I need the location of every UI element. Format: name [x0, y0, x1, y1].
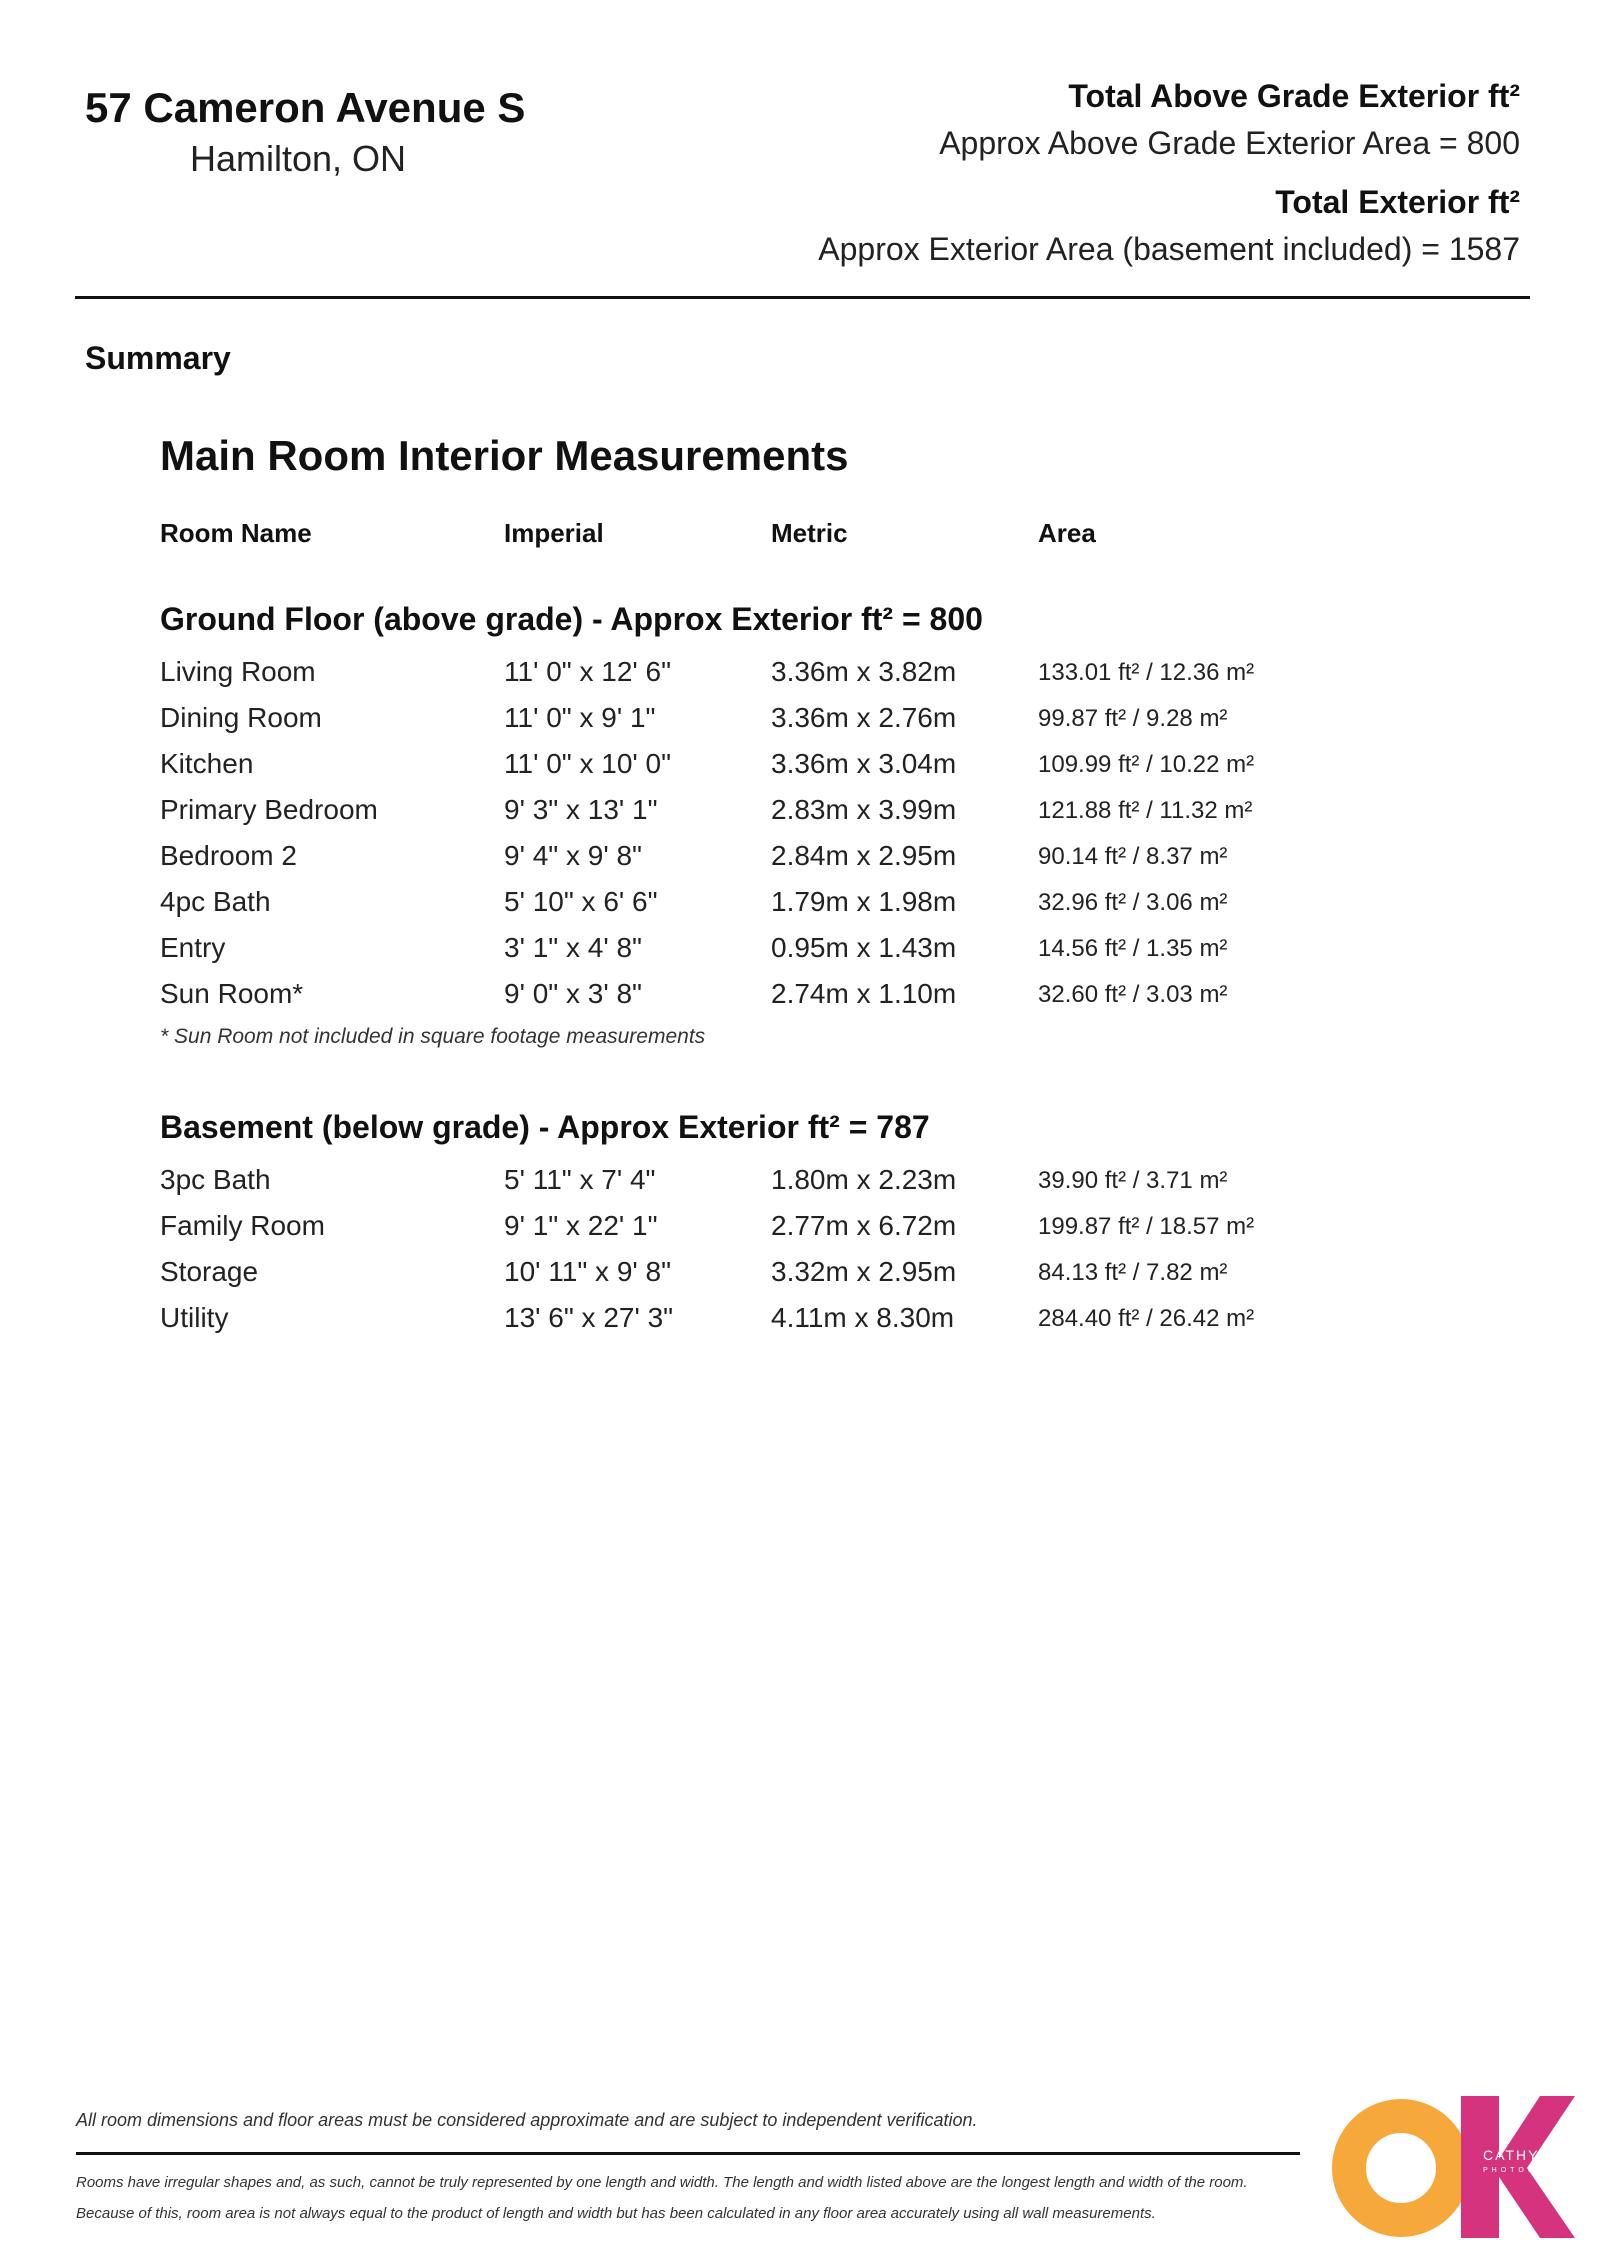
room-name: Storage	[160, 1256, 259, 1287]
table-row	[0, 978, 1600, 1024]
footer-note-2: Because of this, room area is not always equal to the product of length and width but has been calculated in any floor area accurately using all wall measurements.	[76, 2205, 1156, 2222]
room-metric: 2.84m x 2.95m	[771, 840, 957, 871]
room-imperial: 11' 0" x 9' 1"	[504, 702, 656, 733]
room-metric: 3.36m x 3.04m	[771, 748, 957, 779]
room-area: 199.87 ft² / 18.57 m²	[1038, 1213, 1255, 1240]
room-imperial: 3' 1" x 4' 8"	[504, 932, 642, 963]
room-area: 121.88 ft² / 11.32 m²	[1038, 797, 1253, 824]
room-area: 32.60 ft² / 3.03 m²	[1038, 981, 1228, 1008]
room-metric: 1.80m x 2.23m	[771, 1164, 957, 1195]
total-exterior-title: Total Exterior ft²	[1275, 184, 1520, 220]
table-row	[0, 702, 1600, 748]
room-area: 14.56 ft² / 1.35 m²	[1038, 935, 1228, 962]
room-imperial: 10' 11" x 9' 8"	[504, 1256, 672, 1287]
room-name: Bedroom 2	[160, 840, 297, 871]
room-metric: 2.77m x 6.72m	[771, 1210, 957, 1241]
disclaimer-text: All room dimensions and floor areas must be considered approximate and are subject to independent verification.	[76, 2110, 978, 2130]
room-imperial: 5' 11" x 7' 4"	[504, 1164, 656, 1195]
room-name: Primary Bedroom	[160, 794, 378, 825]
room-area: 133.01 ft² / 12.36 m²	[1038, 659, 1255, 686]
above-grade-title: Total Above Grade Exterior ft²	[1068, 78, 1520, 114]
room-metric: 3.36m x 2.76m	[771, 702, 957, 733]
room-name: Family Room	[160, 1210, 325, 1241]
column-header-imperial: Imperial	[504, 518, 604, 548]
svg-text:PHOTOGRAPHY: PHOTOGRAPHY	[1483, 2167, 1582, 2174]
room-name: Living Room	[160, 656, 316, 687]
room-name: 3pc Bath	[160, 1164, 271, 1195]
room-imperial: 9' 0" x 3' 8"	[504, 978, 642, 1009]
table-row	[0, 656, 1600, 702]
main-title: Main Room Interior Measurements	[160, 432, 849, 479]
room-imperial: 11' 0" x 10' 0"	[504, 748, 672, 779]
room-imperial: 9' 1" x 22' 1"	[504, 1210, 658, 1241]
room-name: 4pc Bath	[160, 886, 271, 917]
room-area: 90.14 ft² / 8.37 m²	[1038, 843, 1228, 870]
table-row	[0, 1164, 1600, 1210]
table-row	[0, 748, 1600, 794]
summary-heading: Summary	[85, 340, 231, 376]
room-area: 84.13 ft² / 7.82 m²	[1038, 1259, 1228, 1286]
room-metric: 3.32m x 2.95m	[771, 1256, 957, 1287]
column-header-room: Room Name	[160, 518, 312, 548]
room-area: 284.40 ft² / 26.42 m²	[1038, 1305, 1255, 1332]
room-name: Sun Room*	[160, 978, 304, 1009]
table-row	[0, 1210, 1600, 1256]
svg-text:CATHY KOOP: CATHY KOOP	[1483, 2147, 1594, 2163]
footer-divider	[76, 2152, 1300, 2155]
table-row	[0, 1302, 1600, 1348]
property-address: 57 Cameron Avenue S	[85, 84, 526, 131]
table-row	[0, 794, 1600, 840]
column-header-metric: Metric	[771, 518, 848, 548]
room-metric: 0.95m x 1.43m	[771, 932, 957, 963]
room-metric: 3.36m x 3.82m	[771, 656, 957, 687]
header-divider	[75, 296, 1530, 299]
room-imperial: 9' 3" x 13' 1"	[504, 794, 658, 825]
table-row	[0, 1256, 1600, 1302]
room-name: Entry	[160, 932, 226, 963]
room-metric: 2.74m x 1.10m	[771, 978, 957, 1009]
room-imperial: 9' 4" x 9' 8"	[504, 840, 642, 871]
room-metric: 1.79m x 1.98m	[771, 886, 957, 917]
company-logo	[1335, 2096, 1594, 2238]
room-metric: 2.83m x 3.99m	[771, 794, 957, 825]
section-title-basement: Basement (below grade) - Approx Exterior ft² = 787	[160, 1109, 930, 1145]
room-name: Dining Room	[160, 702, 322, 733]
room-name: Utility	[160, 1302, 229, 1333]
table-row	[0, 932, 1600, 978]
room-imperial: 11' 0" x 12' 6"	[504, 656, 672, 687]
room-area: 109.99 ft² / 10.22 m²	[1038, 751, 1255, 778]
table-row	[0, 840, 1600, 886]
room-metric: 4.11m x 8.30m	[771, 1302, 955, 1333]
room-area: 99.87 ft² / 9.28 m²	[1038, 705, 1228, 732]
room-imperial: 13' 6" x 27' 3"	[504, 1302, 674, 1333]
room-area: 39.90 ft² / 3.71 m²	[1038, 1167, 1228, 1194]
column-header-area: Area	[1038, 518, 1096, 548]
section-title-ground-floor: Ground Floor (above grade) - Approx Exterior ft² = 800	[160, 601, 983, 637]
table-row	[0, 886, 1600, 932]
property-city: Hamilton, ON	[189, 138, 407, 179]
room-imperial: 5' 10" x 6' 6"	[504, 886, 658, 917]
above-grade-area: Approx Above Grade Exterior Area = 800	[939, 125, 1520, 161]
room-name: Kitchen	[160, 748, 254, 779]
room-area: 32.96 ft² / 3.06 m²	[1038, 889, 1228, 916]
total-exterior-area: Approx Exterior Area (basement included) = 1587	[818, 231, 1520, 267]
footer-note-1: Rooms have irregular shapes and, as such, cannot be truly represented by one length and width. The length and width listed above are the longest length and width of the room.	[76, 2174, 1248, 2191]
sun-room-note: * Sun Room not included in square footage measurements	[160, 1025, 706, 1048]
